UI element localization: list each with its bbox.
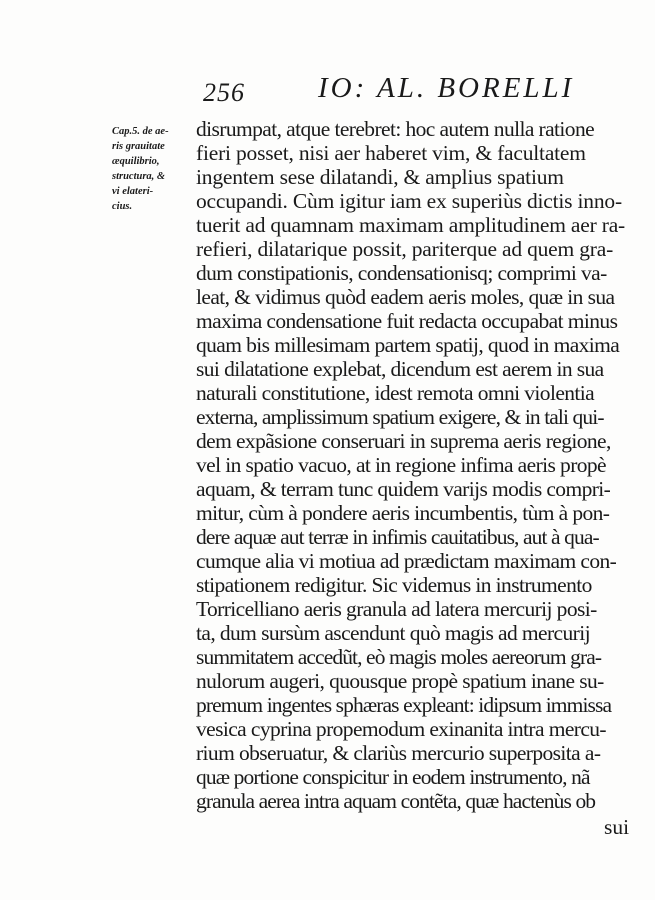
text-line: premum ingentes sphæras expleant: idipsum immissa (196, 693, 612, 717)
text-line: mitur, cùm à pondere aeris incumbentis, tùm à pon- (196, 501, 610, 525)
body-text (196, 117, 636, 813)
text-line: dum constipationis, condensationisq; comprimi va- (196, 261, 607, 285)
text-line: sui dilatatione explebat, dicendum est aerem in sua (196, 357, 604, 381)
text-line: summitatem accedũt, eò magis moles aereorum gra- (196, 645, 602, 669)
margin-note-line: Cap.5. de ae- (112, 126, 169, 137)
margin-note (112, 124, 192, 214)
text-line: quam bis millesimam partem spatij, quod in maxima (196, 333, 620, 357)
text-line: disrumpat, atque terebret: hoc autem nulla ratione (196, 117, 595, 141)
text-line: refieri, dilatarique possit, pariterque ad quem gra- (196, 237, 614, 261)
text-line: ingentem sese dilatandi, & amplius spatium (196, 165, 564, 189)
text-line: naturali constitutione, idest remota omni violentia (196, 381, 595, 405)
text-line: fieri posset, nisi aer haberet vim, & facultatem (196, 141, 586, 165)
margin-note-line: vi elateri- (112, 186, 154, 197)
text-line: externa, amplissimum spatium exigere, & in tali qui- (196, 405, 604, 429)
page-number: 256 (203, 78, 245, 107)
text-line: aquam, & terram tunc quidem varijs modis compri- (196, 477, 611, 501)
text-line: quæ portione conspicitur in eodem instrumento, nã (196, 765, 590, 789)
text-line: stipationem redigitur. Sic videmus in instrumento (196, 573, 592, 597)
margin-note-line: cius. (112, 201, 133, 212)
margin-note-line: structura, & (112, 171, 166, 182)
catchword: sui (604, 815, 630, 839)
running-head: IO: AL. BORELLI (318, 72, 575, 104)
text-line: tuerit ad quamnam maximam amplitudinem aer ra- (196, 213, 626, 237)
text-line: nulorum augeri, quousque propè spatium inane su- (196, 669, 604, 693)
text-line: cumque alia vi motiua ad prædictam maximam con- (196, 549, 617, 573)
text-line: vel in spatio vacuo, at in regione infima aeris propè (196, 453, 607, 477)
text-line: dem expãsione conseruari in suprema aeris regione, (196, 429, 611, 453)
text-line: occupandi. Cùm igitur iam ex superiùs dictis inno- (196, 189, 622, 213)
text-line: dere aquæ aut terræ in infimis cauitatibus, aut à qua- (196, 525, 599, 549)
text-line: Torricelliano aeris granula ad latera mercurij posi- (196, 597, 597, 621)
text-line: rium obseruatur, & clariùs mercurio superposita a- (196, 741, 601, 765)
text-line: granula aerea intra aquam contẽta, quæ hactenùs ob (196, 789, 596, 813)
margin-note-line: ris grauitate (112, 141, 165, 152)
text-line: leat, & vidimus quòd eadem aeris moles, quæ in sua (196, 285, 615, 309)
margin-note-line: æquilibrio, (112, 156, 160, 167)
text-line: ta, dum sursùm ascendunt quò magis ad mercurij (196, 621, 590, 645)
text-line: maxima condensatione fuit redacta occupabat minus (196, 309, 618, 333)
text-line: vesica cyprina propemodum exinanita intra mercu- (196, 717, 606, 741)
